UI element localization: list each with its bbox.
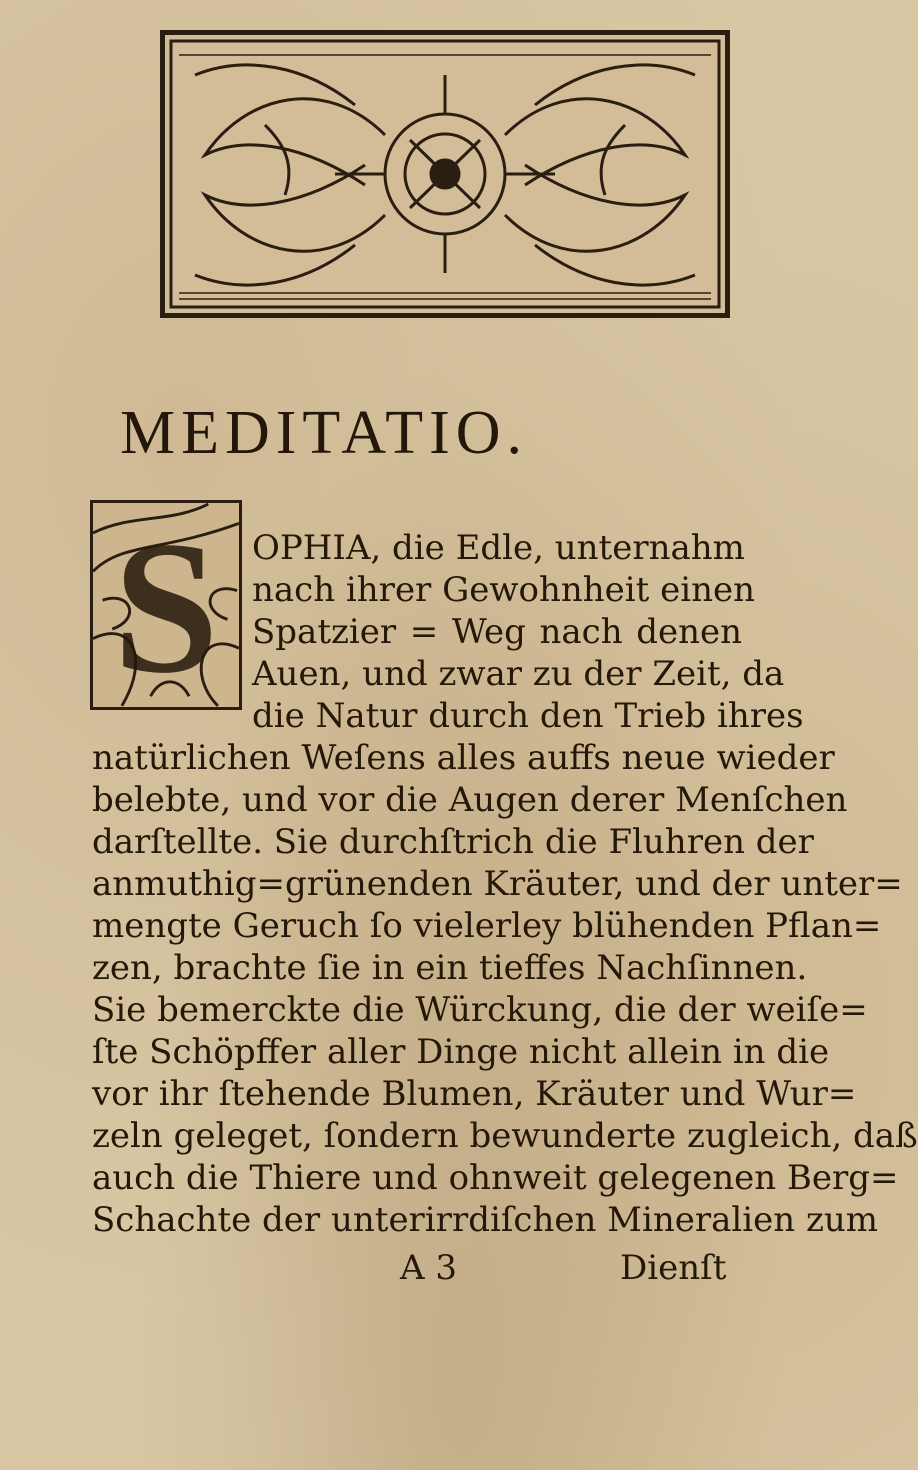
text-line: anmuthig=grünenden Kräuter, und der unter= (92, 864, 903, 904)
text-line: Spatzier = Weg nach denen (252, 612, 742, 652)
text-line: natürlichen Weſens alles auffs neue wieder (92, 738, 835, 778)
decorated-initial (90, 500, 242, 713)
text-line: Sie bemerckte die Würckung, die der weiſe= (92, 990, 868, 1030)
text-line: Schachte der unterirrdiſchen Mineralien zum (92, 1200, 879, 1240)
page-title: MEDITATIO. (120, 399, 529, 467)
text-line: darſtellte. Sie durchſtrich die Fluhren der (92, 822, 814, 862)
ornament-icon (165, 35, 725, 313)
text-line: belebte, und vor die Augen derer Menſchen (92, 780, 848, 820)
catchword: Dienſt (620, 1248, 727, 1288)
text-line: auch die Thiere und ohnweit gelegenen Berg= (92, 1158, 899, 1198)
ornamental-headpiece (160, 30, 730, 318)
text-line: ſte Schöpffer aller Dinge nicht allein in die (92, 1032, 830, 1072)
text-line: zeln geleget, ſondern bewunderte zugleich, daß (92, 1116, 918, 1156)
text-line: nach ihrer Gewohnheit einen (252, 570, 756, 610)
text-line: vor ihr ſtehende Blumen, Kräuter und Wur= (92, 1074, 857, 1114)
text-line: mengte Geruch ſo vielerley blühenden Pflan= (92, 906, 882, 946)
text-line: die Natur durch den Trieb ihres (252, 696, 804, 736)
initial-letter: S (113, 503, 219, 713)
text-line: Auen, und zwar zu der Zeit, da (252, 654, 785, 694)
signature-mark: A 3 (400, 1248, 457, 1288)
text-line: zen, brachte ſie in ein tieffes Nachſinnen. (92, 948, 808, 988)
text-line: OPHIA, die Edle, unternahm (252, 528, 745, 568)
